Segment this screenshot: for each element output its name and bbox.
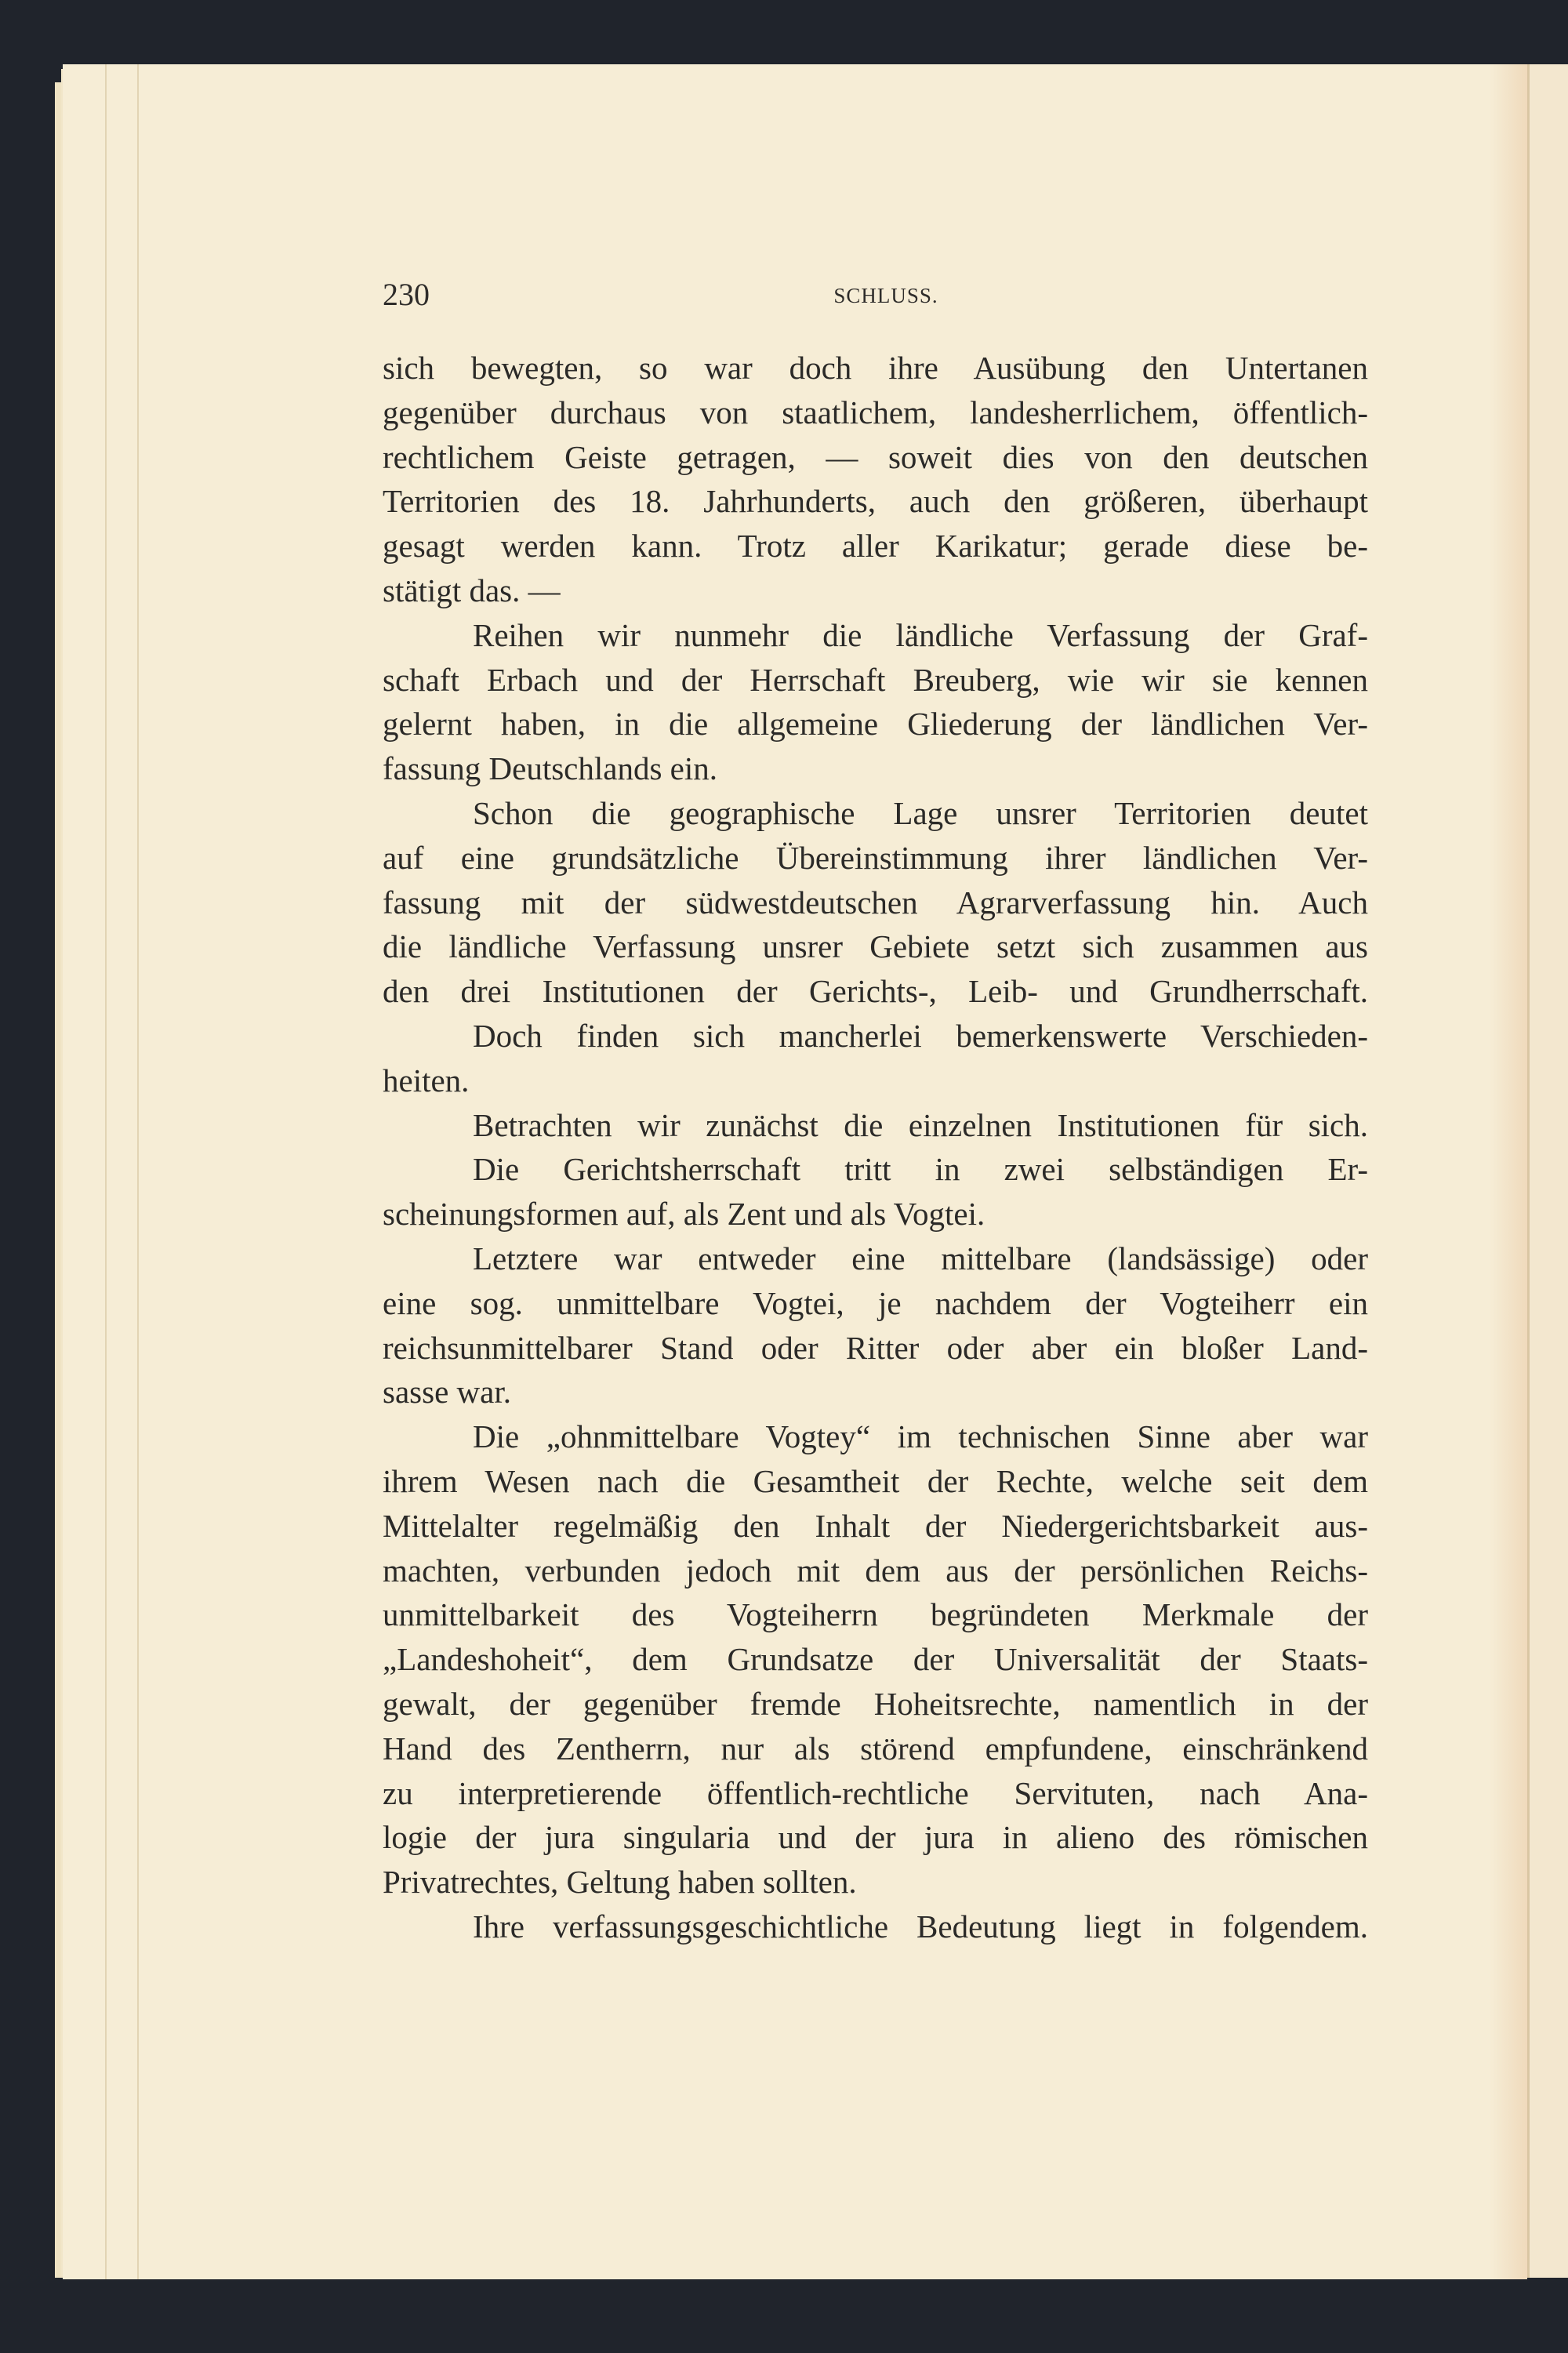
text-line: gelernt haben, in die allgemeine Gliederung der ländlichen Ver-: [383, 706, 1368, 743]
text-line: logie der jura singularia und der jura in alieno des römischen: [383, 1819, 1368, 1856]
text-line: Mittelalter regelmäßig den Inhalt der Niedergerichtsbarkeit aus-: [383, 1507, 1368, 1544]
text-line: sich bewegten, so war doch ihre Ausübung den Untertanen: [383, 350, 1368, 386]
text-line: zu interpretierende öffentlich-rechtliche Servituten, nach Ana-: [383, 1774, 1368, 1811]
text-line: Betrachten wir zunächst die einzelnen Institutionen für sich.: [473, 1106, 1368, 1143]
text-line: Ihre verfassungsgeschichtliche Bedeutung liegt in folgendem.: [473, 1908, 1368, 1944]
text-line: die ländliche Verfassung unsrer Gebiete setzt sich zusammen aus: [383, 928, 1368, 965]
text-line: sasse war.: [383, 1374, 511, 1411]
page-number: 230: [383, 277, 430, 312]
text-line: stätigt das. —: [383, 572, 561, 608]
text-line: Die „ohnmittelbare Vogtey“ im technischen Sinne aber war: [473, 1418, 1368, 1455]
text-line: ihrem Wesen nach die Gesamtheit der Rechte, welche seit dem: [383, 1462, 1368, 1499]
text-line: auf eine grundsätzliche Übereinstimmung ihrer ländlichen Ver-: [383, 839, 1368, 876]
gutter-shadow: [1490, 64, 1527, 2279]
text-line: Privatrechtes, Geltung haben sollten.: [383, 1864, 857, 1901]
running-title: SCHLUSS.: [833, 284, 938, 307]
text-line: heiten.: [383, 1062, 470, 1098]
page-stack-line: [137, 64, 139, 2279]
text-line: eine sog. unmittelbare Vogtei, je nachdem der Vogteiherr ein: [383, 1284, 1368, 1321]
text-line: reichsunmittelbarer Stand oder Ritter oder aber ein bloßer Land-: [383, 1329, 1368, 1366]
text-line: gesagt werden kann. Trotz aller Karikatur; gerade diese be-: [383, 528, 1368, 565]
text-line: fassung mit der südwestdeutschen Agrarverfassung hin. Auch: [383, 884, 1368, 921]
text-line: scheinungsformen auf, als Zent und als Vogtei.: [383, 1196, 985, 1233]
text-line: Letztere war entweder eine mittelbare (landsässige) oder: [473, 1240, 1368, 1276]
text-line: Die Gerichtsherrschaft tritt in zwei selbständigen Er-: [473, 1151, 1368, 1188]
text-line: gewalt, der gegenüber fremde Hoheitsrechte, namentlich in der: [383, 1685, 1368, 1722]
page-stack-line: [105, 64, 107, 2279]
text-line: Reihen wir nunmehr die ländliche Verfassung der Graf-: [473, 616, 1368, 653]
text-line: Schon die geographische Lage unsrer Territorien deutet: [473, 794, 1368, 831]
body-text: [383, 346, 1368, 1949]
text-line: gegenüber durchaus von staatlichem, landesherrlichem, öffentlich-: [383, 394, 1368, 430]
text-line: machten, verbunden jedoch mit dem aus der persönlichen Reichs-: [383, 1552, 1368, 1589]
text-line: Territorien des 18. Jahrhunderts, auch den größeren, überhaupt: [383, 483, 1368, 520]
text-line: rechtlichem Geiste getragen, — soweit dies von den deutschen: [383, 438, 1368, 475]
text-line: den drei Institutionen der Gerichts-, Leib- und Grundherrschaft.: [383, 973, 1368, 1010]
text-line: „Landeshoheit“, dem Grundsatze der Universalität der Staats-: [383, 1641, 1368, 1678]
text-line: Doch finden sich mancherlei bemerkenswerte Verschieden-: [473, 1017, 1368, 1054]
facing-page-edge: [1527, 64, 1568, 2278]
text-line: Hand des Zentherrn, nur als störend empfundene, einschränkend: [383, 1730, 1368, 1767]
text-line: schaft Erbach und der Herrschaft Breuberg, wie wir sie kennen: [383, 661, 1368, 698]
text-line: unmittelbarkeit des Vogteiherrn begründeten Merkmale der: [383, 1596, 1368, 1633]
text-line: fassung Deutschlands ein.: [383, 750, 717, 787]
